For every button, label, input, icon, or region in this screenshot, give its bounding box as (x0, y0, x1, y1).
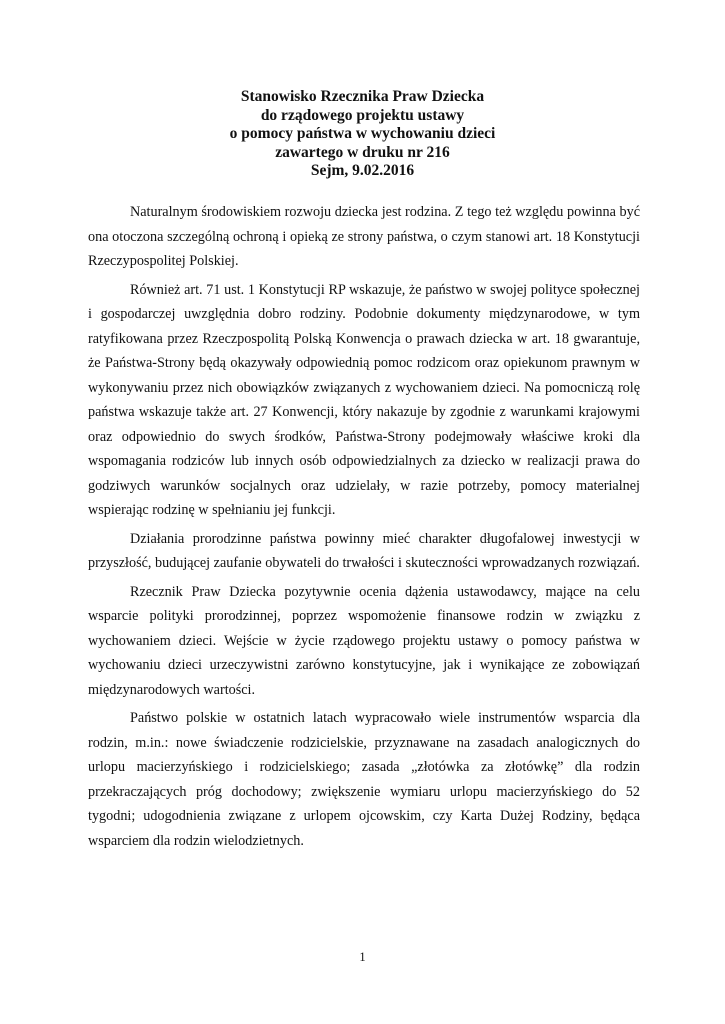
document-title (0, 88, 725, 181)
paragraph-constitution-convention: Również art. 71 ust. 1 Konstytucji RP wskazuje, że państwo w swojej polityce społecznej i gospodarczej uwzględnia dobro rodziny. Podobnie dokumenty międzynarodowe, w tym ratyfikowana przez Rzeczpospolitą Polską Konwencja o prawach dziecka w art. 18 gwarantuje, że Państwa-Strony będą okazywały odpowiednią pomoc rodzicom oraz opiekunom prawnym w wykonywaniu przez nich obowiązków związanych z wychowaniem dzieci. Na pomocniczą rolę państwa wskazuje także art. 27 Konwencji, który nakazuje by zgodnie z warunkami krajowymi oraz odpowiednio do swych środków, Państwa-Strony podejmowały właściwe kroki dla wspomagania rodziców lub innych osób odpowiedzialnych za dziecko w realizacji prawa do godziwych warunków socjalnych oraz udzielały, w razie potrzeby, pomocy materialnej wspierając rodzinę w spełnianiu jej funkcji. (88, 281, 640, 518)
page-number: 1 (359, 950, 366, 964)
paragraph-family-environment: Naturalnym środowiskiem rozwoju dziecka jest rodzina. Z tego też względu powinna być ona otoczona szczególną ochroną i opieką ze strony państwa, o czym stanowi art. 18 Konstytucji Rzeczypospolitej Polskiej. (88, 204, 640, 269)
title-line: do rządowego projektu ustawy (260, 106, 465, 124)
document-body (88, 200, 640, 857)
title-line: o pomocy państwa w wychowaniu dzieci (229, 125, 496, 142)
title-line: zawartego w druku nr 216 (275, 143, 450, 161)
paragraph-long-term-investment: Działania prorodzinne państwa powinny mieć charakter długofalowej inwestycji w przyszłość, budującej zaufanie obywateli do trwałości i skuteczności wprowadzanych rozwiązań. (88, 530, 640, 571)
paragraph-support-instruments: Państwo polskie w ostatnich latach wypracowało wiele instrumentów wsparcia dla rodzin, m.in.: nowe świadczenie rodzicielskie, przyznawane na zasadach analogicznych do urlopu macierzyńskiego i rodzicielskiego; zasada „złotówka za złotówkę” dla rodzin przekraczających próg dochodowy; zwiększenie wymiaru urlopu macierzyńskiego do 52 tygodni; udogodnienia związane z urlopem ojcowskim, czy Karta Dużej Rodziny, będąca wsparciem dla rodzin wielodzietnych. (88, 710, 640, 849)
title-line: Stanowisko Rzecznika Praw Dziecka (240, 88, 485, 105)
paragraph-ombudsman-assessment: Rzecznik Praw Dziecka pozytywnie ocenia dążenia ustawodawcy, mające na celu wsparcie polityki prorodzinnej, poprzez wspomożenie finansowe rodzin w związku z wychowaniem dzieci. Wejście w życie rządowego projektu ustawy o pomocy państwa w wychowaniu dzieci urzeczywistni zarówno konstytucyjne, jak i wynikające ze zobowiązań międzynarodowych wartości. (88, 583, 640, 698)
title-date-line: Sejm, 9.02.2016 (310, 162, 415, 179)
